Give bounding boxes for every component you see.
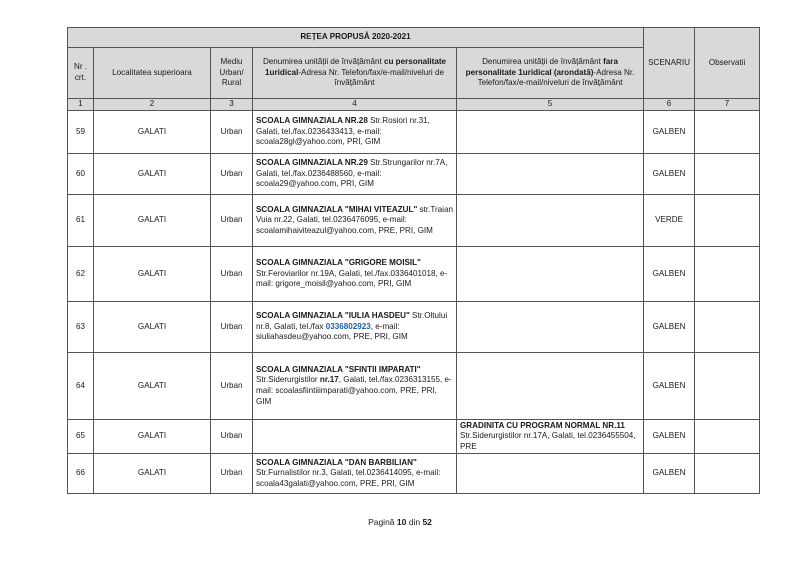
row-scenariu: GALBEN bbox=[644, 111, 695, 154]
row-observatii bbox=[695, 302, 760, 353]
column-number: 6 bbox=[644, 99, 695, 111]
row-unit-fara-personalitate bbox=[457, 154, 644, 195]
row-nr: 60 bbox=[68, 154, 94, 195]
row-unit-fara-personalitate bbox=[457, 454, 644, 494]
row-unit-cu-personalitate: SCOALA GIMNAZIALA "GRIGORE MOISIL" Str.Feroviarilor nr.19A, Galati, tel./fax.0336401018, e-mail: grigore_moisil@yahoo.com, PRI, GIM bbox=[253, 247, 457, 302]
table-row bbox=[68, 111, 760, 154]
row-localitate: GALATI bbox=[94, 420, 211, 454]
column-number: 5 bbox=[457, 99, 644, 111]
row-nr: 64 bbox=[68, 353, 94, 420]
row-nr: 59 bbox=[68, 111, 94, 154]
row-localitate: GALATI bbox=[94, 154, 211, 195]
row-mediu: Urban bbox=[211, 247, 253, 302]
header-mediu: Mediu Urban/ Rural bbox=[211, 48, 253, 99]
row-observatii bbox=[695, 420, 760, 454]
row-scenariu: GALBEN bbox=[644, 302, 695, 353]
row-unit-fara-personalitate bbox=[457, 302, 644, 353]
row-mediu: Urban bbox=[211, 302, 253, 353]
header-observatii: Observatii bbox=[695, 28, 760, 99]
row-unit-cu-personalitate: SCOALA GIMNAZIALA "SFINTII IMPARATI" Str.Siderurgistilor nr.17, Galati, tel./fax.0236313155, e-mail: scoalasfiintiiimparati@yahoo.com, PRE, PRI, GIM bbox=[253, 353, 457, 420]
row-nr: 66 bbox=[68, 454, 94, 494]
school-network-table bbox=[67, 27, 760, 494]
row-localitate: GALATI bbox=[94, 195, 211, 247]
row-unit-cu-personalitate: SCOALA GIMNAZIALA "DAN BARBILIAN" Str.Furnalistilor nr.3, Galati, tel.0236414095, e-mail: scoala43galati@yahoo.com, PRE, PRI, GIM bbox=[253, 454, 457, 494]
row-unit-fara-personalitate: GRADINITA CU PROGRAM NORMAL NR.11 Str.Siderurgistilor nr.17A, Galati, tel.0236455504, PRE bbox=[457, 420, 644, 454]
row-nr: 65 bbox=[68, 420, 94, 454]
table-title: REȚEA PROPUSĂ 2020-2021 bbox=[68, 28, 644, 48]
row-localitate: GALATI bbox=[94, 111, 211, 154]
current-page: 10 bbox=[396, 517, 407, 527]
table-row bbox=[68, 154, 760, 195]
row-unit-fara-personalitate bbox=[457, 195, 644, 247]
row-unit-cu-personalitate: SCOALA GIMNAZIALA "MIHAI VITEAZUL" str.Traian Vuia nr.22, Galati, tel.0236476095, e-mail: scoalamihaiviteazul@yahoo.com, PRE, PRI, GIM bbox=[253, 195, 457, 247]
header-scenariu: SCENARIU bbox=[644, 28, 695, 99]
phone-link[interactable]: 0336802923 bbox=[325, 321, 371, 331]
row-mediu: Urban bbox=[211, 420, 253, 454]
header-localitate: Localitatea superioara bbox=[94, 48, 211, 99]
row-unit-cu-personalitate: SCOALA GIMNAZIALA NR.28 Str.Rosiori nr.31, Galati, tel./fax.0236433413, e-mail: scoala28gl@yahoo.com, PRI, GIM bbox=[253, 111, 457, 154]
column-number: 3 bbox=[211, 99, 253, 111]
row-unit-fara-personalitate bbox=[457, 247, 644, 302]
row-unit-fara-personalitate bbox=[457, 353, 644, 420]
row-localitate: GALATI bbox=[94, 302, 211, 353]
row-scenariu: GALBEN bbox=[644, 247, 695, 302]
table-row bbox=[68, 420, 760, 454]
row-nr: 62 bbox=[68, 247, 94, 302]
row-mediu: Urban bbox=[211, 154, 253, 195]
row-scenariu: GALBEN bbox=[644, 454, 695, 494]
table-row bbox=[68, 195, 760, 247]
row-observatii bbox=[695, 195, 760, 247]
total-pages: 52 bbox=[422, 517, 432, 527]
row-mediu: Urban bbox=[211, 111, 253, 154]
row-scenariu: VERDE bbox=[644, 195, 695, 247]
table-row bbox=[68, 302, 760, 353]
row-unit-fara-personalitate bbox=[457, 111, 644, 154]
column-number-row bbox=[68, 99, 760, 111]
row-unit-cu-personalitate bbox=[253, 420, 457, 454]
row-mediu: Urban bbox=[211, 454, 253, 494]
row-localitate: GALATI bbox=[94, 247, 211, 302]
header-denumire-cu-personalitate: Denumirea unității de învățământ cu personalitate 1uridical-Adresa Nr. Telefon/fax/e-mail/niveluri de învățământ bbox=[253, 48, 457, 99]
column-number: 4 bbox=[253, 99, 457, 111]
row-localitate: GALATI bbox=[94, 454, 211, 494]
row-mediu: Urban bbox=[211, 353, 253, 420]
row-observatii bbox=[695, 247, 760, 302]
row-nr: 61 bbox=[68, 195, 94, 247]
column-number: 2 bbox=[94, 99, 211, 111]
header-nr: Nr . crt. bbox=[68, 48, 94, 99]
row-unit-cu-personalitate: SCOALA GIMNAZIALA NR.29 Str.Strungarilor nr.7A, Galati, tel./fax.0236488560, e-mail: scoala29@yahoo.com, PRI, GIM bbox=[253, 154, 457, 195]
row-observatii bbox=[695, 111, 760, 154]
row-observatii bbox=[695, 353, 760, 420]
column-number: 7 bbox=[695, 99, 760, 111]
table-row bbox=[68, 353, 760, 420]
row-observatii bbox=[695, 154, 760, 195]
row-observatii bbox=[695, 454, 760, 494]
row-scenariu: GALBEN bbox=[644, 420, 695, 454]
column-number: 1 bbox=[68, 99, 94, 111]
row-mediu: Urban bbox=[211, 195, 253, 247]
header-denumire-fara-personalitate: Denumirea unității de învățământ fara personalitate 1uridical (arondată)-Adresa Nr. Telefon/fax/e-mail/niveluri de învățământ bbox=[457, 48, 644, 99]
row-localitate: GALATI bbox=[94, 353, 211, 420]
row-unit-cu-personalitate: SCOALA GIMNAZIALA "IULIA HASDEU" Str.Oltului nr.8, Galati, tel./fax 0336802923, e-mail: siuliahasdeu@yahoo.com, PRE, PRI, GIM bbox=[253, 302, 457, 353]
row-nr: 63 bbox=[68, 302, 94, 353]
row-scenariu: GALBEN bbox=[644, 154, 695, 195]
table-row bbox=[68, 247, 760, 302]
table-row bbox=[68, 454, 760, 494]
page-footer: Pagină 10 din 52 bbox=[368, 517, 432, 527]
row-scenariu: GALBEN bbox=[644, 353, 695, 420]
